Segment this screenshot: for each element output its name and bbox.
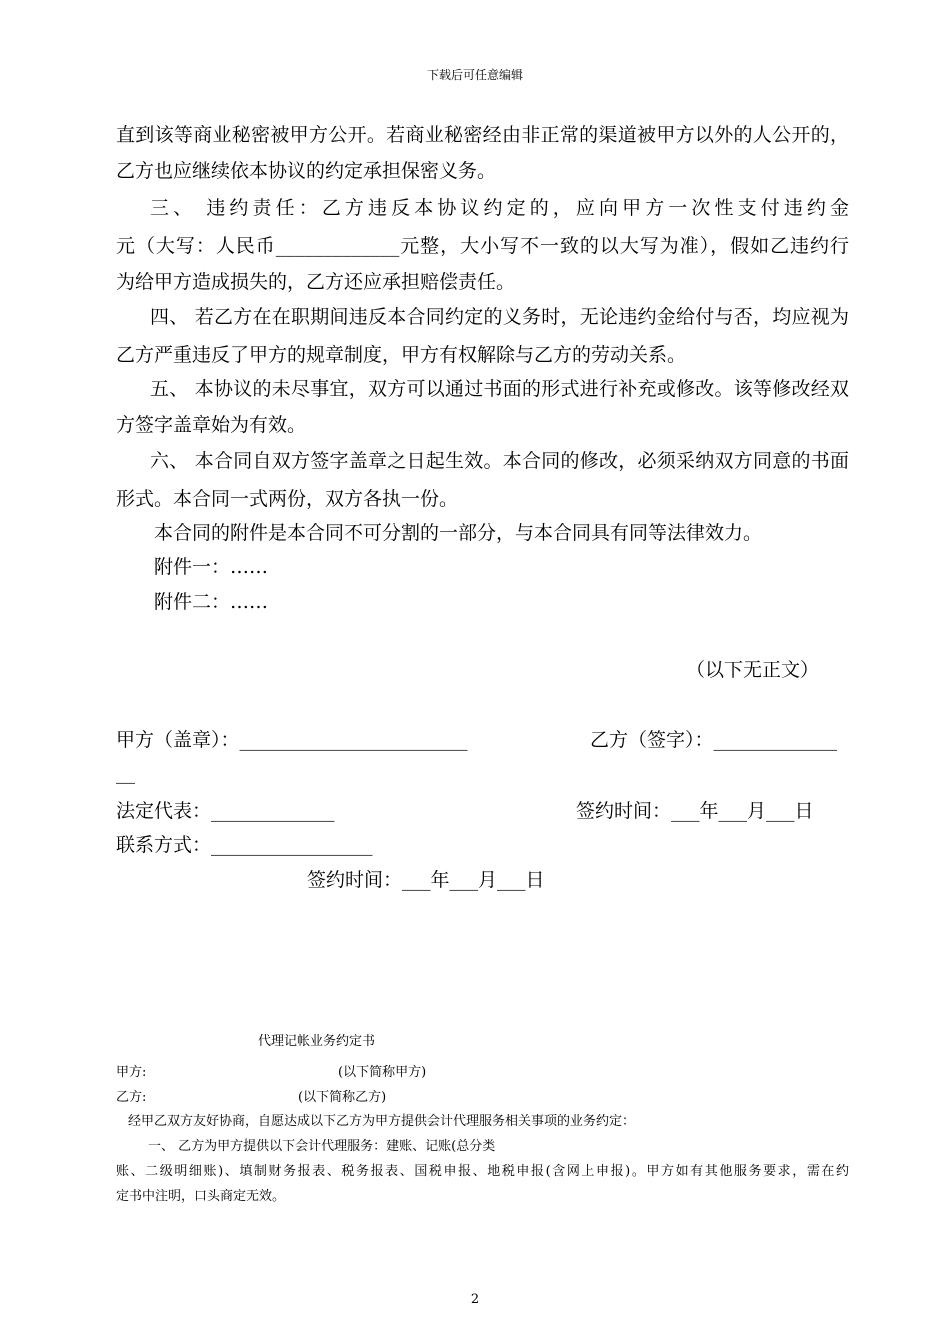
- legal-representative: 法定代表：_____________: [116, 800, 335, 822]
- agreement-item-1: 一、 乙方为甲方提供以下会计代理服务：建账、记账(总分类: [148, 1139, 496, 1154]
- party-b-signature-continued: __: [116, 762, 135, 784]
- sign-date-right: 签约时间：___年___月___日: [576, 800, 814, 822]
- agreement-party-a-note: (以下简称甲方): [338, 1065, 427, 1080]
- body-line: 乙方严重违反了甲方的规章制度，甲方有权解除与乙方的劳动关系。: [116, 344, 687, 366]
- page-header: 下载后可任意编辑: [426, 68, 523, 82]
- agreement-party-b-note: (以下简称乙方): [298, 1090, 387, 1105]
- party-a-seal: 甲方（盖章）：________________________: [116, 729, 468, 751]
- agreement-party-b-label: 乙方:: [116, 1090, 147, 1105]
- party-b-signature: 乙方（签字）：_____________: [590, 729, 838, 751]
- body-line: 直到该等商业秘密被甲方公开。若商业秘密经由非正常的渠道被甲方以外的人公开的，: [116, 124, 849, 146]
- end-note: （以下无正文）: [686, 659, 820, 681]
- body-line: 五、 本协议的未尽事宜，双方可以通过书面的形式进行补充或修改。该等修改经双: [150, 378, 849, 400]
- body-line: 六、 本合同自双方签字盖章之日起生效。本合同的修改，必须采纳双方同意的书面: [150, 450, 849, 472]
- attachment-two: 附件二：……: [154, 591, 269, 613]
- body-line: 为给甲方造成损失的，乙方还应承担赔偿责任。: [116, 271, 516, 293]
- agreement-party-a-label: 甲方:: [116, 1065, 147, 1080]
- body-line: 方签字盖章始为有效。: [116, 414, 307, 436]
- agreement-item-1-cont: 账、二级明细账)、填制财务报表、税务报表、国税申报、地税申报(含网上申报)。甲方如有其他服务要求，需在约: [116, 1164, 849, 1179]
- contact-info: 联系方式：_________________: [116, 834, 373, 856]
- sign-date-center: 签约时间：___年___月___日: [307, 869, 545, 891]
- body-line: 形式。本合同一式两份，双方各执一份。: [116, 488, 459, 510]
- agreement-intro: 经甲乙双方友好协商，自愿达成以下乙方为甲方提供会计代理服务相关事项的业务约定：: [128, 1114, 636, 1129]
- agreement-item-1-end: 定书中注明，口头商定无效。: [116, 1189, 286, 1204]
- agreement-title: 代理记帐业务约定书: [258, 1034, 376, 1049]
- body-line: 三、 违约责任：乙方违反本协议约定的，应向甲方一次性支付违约金: [150, 197, 849, 219]
- body-line: 元（大写：人民币_____________元整，大小写不一致的以大写为准），假如乙违约行: [116, 235, 849, 257]
- attachment-one: 附件一：……: [154, 556, 269, 578]
- body-line: 乙方也应继续依本协议的约定承担保密义务。: [116, 160, 497, 182]
- body-line: 四、 若乙方在在职期间违反本合同约定的义务时，无论违约金给付与否，均应视为: [150, 306, 849, 328]
- page-number: 2: [470, 1292, 480, 1307]
- body-line: 本合同的附件是本合同不可分割的一部分，与本合同具有同等法律效力。: [154, 522, 763, 544]
